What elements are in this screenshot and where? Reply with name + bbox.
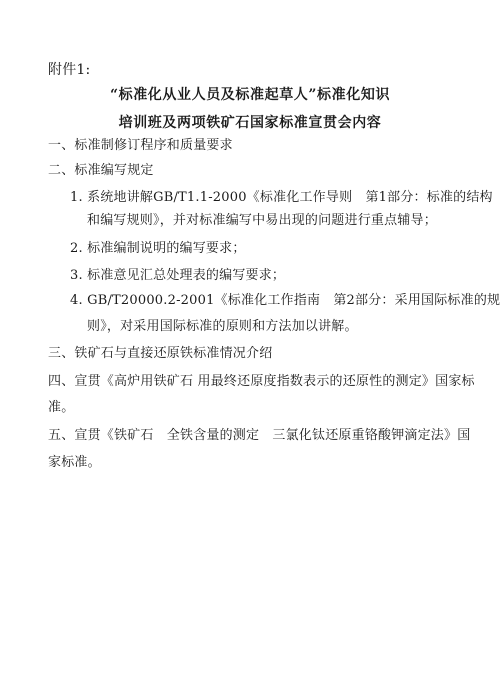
- section-2-item-2: 2. 标准编制说明的编写要求；: [70, 241, 246, 256]
- section-1-heading: 一、标准制修订程序和质量要求: [48, 138, 233, 153]
- section-4-line-2: 准。: [48, 400, 75, 415]
- section-2-item-3: 3. 标准意见汇总处理表的编写要求；: [70, 268, 286, 283]
- section-5-line-2: 家标准。: [48, 455, 101, 470]
- section-2-heading: 二、标准编写规定: [48, 163, 154, 178]
- document-title-line-2: 培训班及两项铁矿石国家标准宣贯会内容: [118, 115, 382, 131]
- section-5-line-1: 五、宣贯《铁矿石 全铁含量的测定 三氯化钛还原重铬酸钾滴定法》国: [48, 428, 471, 443]
- section-2-item-4-line-2: 则》，对采用国际标准的原则和方法加以讲解。: [87, 319, 358, 334]
- section-2-item-1-line-2: 和编写规则》，并对标准编写中易出现的问题进行重点辅导；: [87, 213, 437, 228]
- section-3-heading: 三、铁矿石与直接还原铁标准情况介绍: [48, 346, 273, 361]
- section-2-item-1-line-1: 1. 系统地讲解GB/T1.1-2000《标准化工作导则 第1部分：标准的结构: [70, 190, 493, 205]
- section-4-line-1: 四、宣贯《高炉用铁矿石 用最终还原度指数表示的还原性的测定》国家标: [48, 374, 475, 389]
- document-title-line-1: “标准化从业人员及标准起草人”标准化知识: [109, 87, 391, 103]
- attachment-label: 附件1:: [48, 62, 91, 78]
- section-2-item-4-line-1: 4. GB/T20000.2-2001《标准化工作指南 第2部分：采用国际标准的规: [70, 293, 500, 308]
